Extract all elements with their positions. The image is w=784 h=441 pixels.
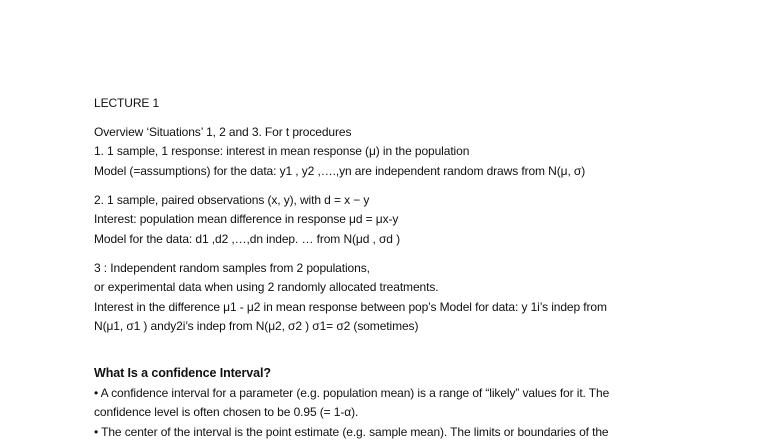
situation1-line2: Model (=assumptions) for the data: y1 , y2 ,….,yn are independent random draws from N(μ, σ): [94, 164, 586, 178]
situation2-line1: 2. 1 sample, paired observations (x, y), with d = x − y: [94, 193, 370, 207]
ci-bullet1-line1: • A confidence interval for a parameter (e.g. population mean) is a range of “likely” values for it. The: [94, 386, 610, 400]
situation3-line4: N(μ1, σ1 ) andy2i’s indep from N(μ2, σ2 ) σ1= σ2 (sometimes): [94, 319, 419, 333]
ci-bullet1-line2: confidence level is often chosen to be 0.95 (= 1-α).: [94, 405, 359, 419]
situation3-line3: Interest in the difference μ1 - μ2 in mean response between pop’s Model for data: y 1i’s indep from: [94, 300, 607, 314]
overview-intro: Overview ‘Situations’ 1, 2 and 3. For t procedures: [94, 125, 352, 139]
situation2-line3: Model for the data: d1 ,d2 ,…,dn indep. … from N(μd , σd ): [94, 232, 401, 246]
confidence-interval-heading: What Is a confidence Interval?: [94, 366, 271, 380]
situation3-line1: 3 : Independent random samples from 2 populations,: [94, 261, 370, 275]
situation3-line2: or experimental data when using 2 randomly allocated treatments.: [94, 280, 439, 294]
lecture-title: LECTURE 1: [94, 96, 160, 110]
situation2-line2: Interest: population mean difference in response μd = μx-y: [94, 212, 399, 226]
ci-bullet2-line1: • The center of the interval is the point estimate (e.g. sample mean). The limits or boundaries of the: [94, 425, 609, 439]
situation1-line1: 1. 1 sample, 1 response: interest in mean response (μ) in the population: [94, 144, 470, 158]
